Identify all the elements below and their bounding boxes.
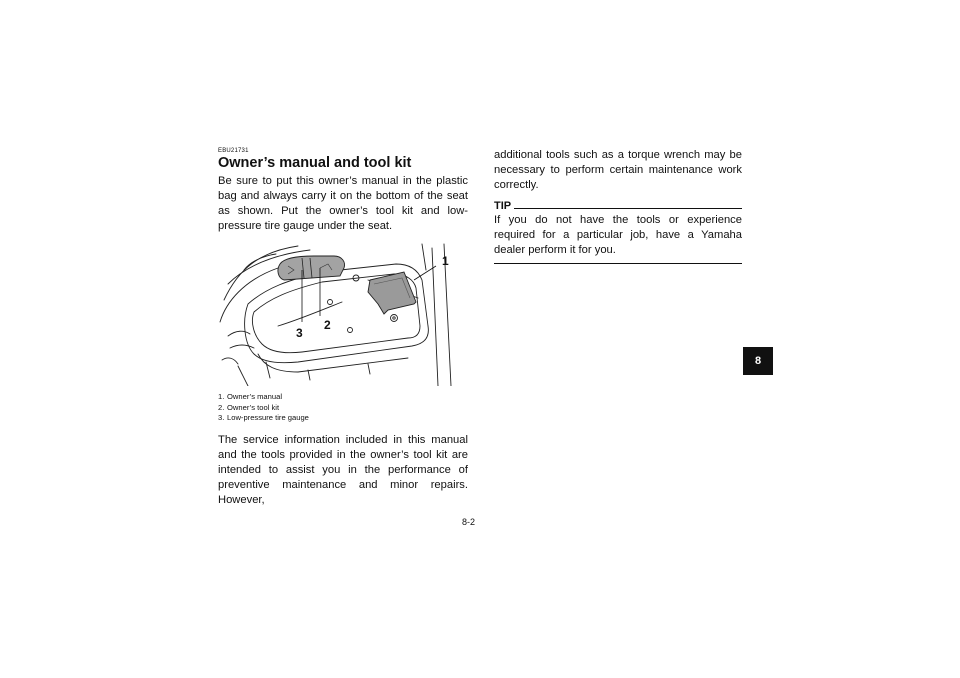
tip-text: If you do not have the tools or experience required for a particular job, have a Yamaha dealer perform it for you. bbox=[494, 214, 742, 256]
chapter-tab: 8 bbox=[743, 347, 773, 375]
legend-item bbox=[218, 392, 468, 403]
callout-3: 3 bbox=[296, 326, 303, 340]
section-code: EBU21731 bbox=[218, 148, 249, 154]
section-title: Owner’s manual and tool kit bbox=[218, 155, 412, 171]
legend-number: 3. bbox=[218, 413, 225, 422]
figure-legend bbox=[218, 392, 468, 424]
legend-text: Low-pressure tire gauge bbox=[227, 413, 309, 422]
continued-paragraph: additional tools such as a torque wrench may be necessary to perform certain maintenance work correctly. bbox=[494, 149, 742, 191]
callout-2: 2 bbox=[324, 318, 331, 332]
service-info-paragraph: The service information included in this manual and the tools provided in the owner’s tool kit are intended to assist you in the performance of preventive maintenance and minor repairs. However, bbox=[218, 433, 468, 506]
tip-header bbox=[494, 200, 742, 212]
seat-illustration-drawing bbox=[218, 240, 458, 386]
intro-paragraph: Be sure to put this owner’s manual in the plastic bag and always carry it on the bottom of the seat as shown. Put the owner’s tool kit and low-pressure tire gauge under the seat. bbox=[218, 175, 468, 232]
tip-rule bbox=[514, 208, 742, 209]
legend-number: 1. bbox=[218, 392, 225, 401]
legend-text: Owner’s manual bbox=[227, 392, 283, 401]
left-column bbox=[218, 148, 468, 508]
legend-item bbox=[218, 403, 468, 414]
legend-item bbox=[218, 413, 468, 424]
legend-text: Owner’s tool kit bbox=[227, 402, 280, 412]
callout-1: 1 bbox=[442, 254, 449, 268]
tip-end-rule bbox=[494, 263, 742, 264]
seat-underside-illustration bbox=[218, 240, 458, 386]
legend-number: 2. bbox=[218, 402, 225, 412]
tip-label: TIP bbox=[494, 200, 512, 212]
right-column bbox=[494, 148, 742, 264]
page-number: 8-2 bbox=[462, 517, 476, 527]
